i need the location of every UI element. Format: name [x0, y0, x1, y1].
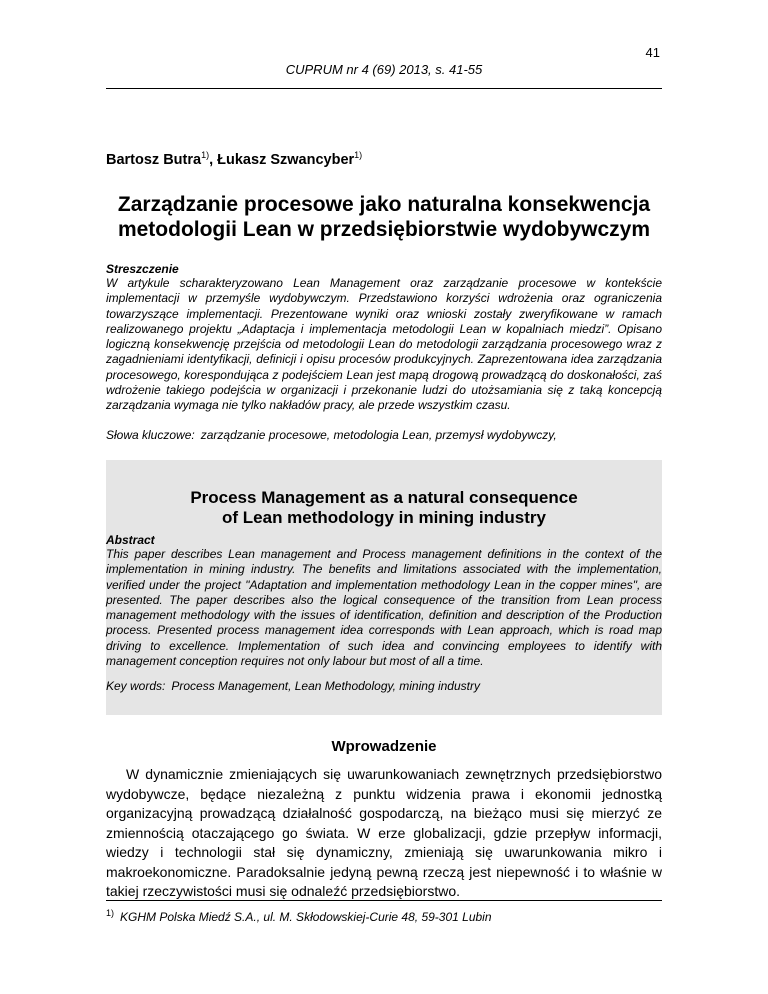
header-rule [106, 88, 662, 89]
affiliation-mark: 1) [354, 150, 363, 160]
keywords-pl-label: Słowa kluczowe: [106, 428, 195, 442]
english-abstract-box [106, 460, 662, 715]
abstract-en [106, 533, 662, 669]
section-heading: Wprowadzenie [331, 738, 437, 755]
title-line: of Lean methodology in mining industry [222, 508, 546, 527]
footnote [106, 908, 662, 924]
article-title-en [106, 488, 662, 528]
affiliation-mark: 1) [201, 150, 210, 160]
title-line: metodologii Lean w przedsiębiorstwie wydobywczym [117, 218, 651, 241]
body-paragraph: W dynamicznie zmieniających się uwarunkowaniach zewnętrznych przedsiębiorstwo wydobywcze, będące niezależną z punktu widzenia prawa i ekonomii jednostką organizacyjną prowadzącą działalność gospodarczą, na bieżąco musi się mierzyć ze zmiennością otaczającego go świata. W erze globalizacji, gdzie przepływ informacji, wiedzy i technologii stał się dynamiczny, zmieniają się uwarunkowania mikro i makroekonomiczne. Paradoksalnie jedyną pewną rzeczą jest niepewność i to właśnie w takiej rzeczywistości musi się odnaleźć przedsiębiorstwo. [106, 766, 662, 899]
keywords-pl-text: zarządzanie procesowe, metodologia Lean, przemysł wydobywczy, [200, 428, 557, 442]
author-line [106, 150, 662, 168]
footnote-text: KGHM Polska Miedź S.A., ul. M. Skłodowskiej-Curie 48, 59-301 Lubin [120, 910, 492, 924]
abstract-en-text: This paper describes Lean management and Process management definitions in the context of the implementation in mining industry. The benefits and limitations associated with the implementation, verified under the project "Adaptation and implementation methodology Lean in the copper mines", are presented. The paper describes also the logical consequence of the transition from Lean process management methodology with the issues of identification, definition and description of the Production process. Presented process management idea corresponds with Lean approach, which is road map driving to excellence. Implementation of such idea and convincing employees to identify with management conception requires not only labour but most of all a time. [106, 547, 662, 669]
author-separator: , [209, 152, 218, 168]
abstract-pl-label: Streszczenie [106, 262, 179, 276]
keywords-en-text: Process Management, Lean Methodology, mining industry [171, 679, 480, 693]
page-number: 41 [645, 45, 660, 60]
abstract-pl [106, 262, 662, 414]
footnote-rule [106, 900, 662, 901]
author-name: Bartosz Butra [106, 152, 202, 168]
keywords-pl [106, 428, 662, 442]
abstract-en-label: Abstract [106, 533, 155, 547]
title-line: Process Management as a natural consequence [190, 488, 578, 507]
keywords-en [106, 679, 662, 693]
article-title-pl [106, 192, 662, 242]
keywords-en-label: Key words: [106, 679, 166, 693]
title-line: Zarządzanie procesowe jako naturalna konsekwencja [117, 193, 651, 216]
running-header: CUPRUM nr 4 (69) 2013, s. 41-55 [285, 62, 483, 77]
abstract-pl-text: W artykule scharakteryzowano Lean Management oraz zarządzanie procesowe w kontekście implementacji w przemyśle wydobywczym. Przedstawiono korzyści wdrożenia oraz ograniczenia towarzyszące implementacji. Prezentowane wyniki oraz wnioski zostały zweryfikowane w ramach realizowanego projektu „Adaptacja i implementacja metodologii Lean w kopalniach miedzi”. Opisano logiczną konsekwencję przejścia od metodologii Lean do metodologii zarządzania procesowego wraz z zagadnieniami identyfikacji, definicji i opisu procesów produkcyjnych. Zaprezentowana idea zarządzania procesowego, korespondująca z podejściem Lean jest mapą drogową prowadzącą do doskonałości, zaś wdrożenie takiego podejścia w organizacji i przekonanie ludzi do utożsamiania się z taką koncepcją zarządzania wymaga nie tylko nakładów pracy, ale przede wszystkim czasu. [106, 276, 662, 413]
footnote-mark: 1) [106, 908, 115, 918]
author-name: Łukasz Szwancyber [217, 152, 355, 168]
